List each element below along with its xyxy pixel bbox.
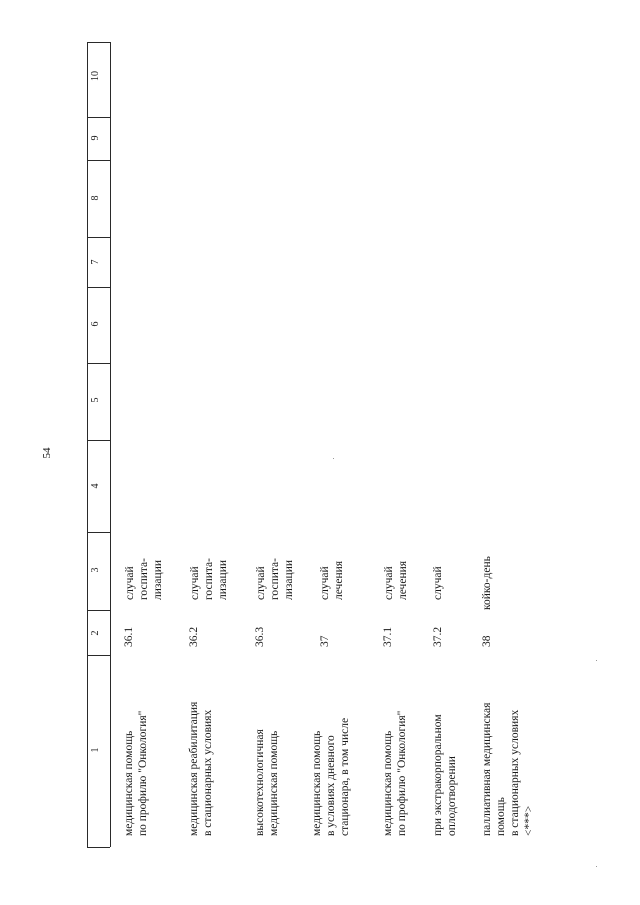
col-sep-1 (87, 42, 110, 43)
col-number-2: 2 (90, 630, 101, 636)
scan-speck (596, 660, 597, 661)
row-name: паллиативная медицинская помощь в стационарных условиях <***> (481, 702, 535, 836)
scan-speck (596, 866, 597, 867)
row-name: высокотехнологичная медицинская помощь (254, 729, 280, 836)
col-sep-3 (87, 160, 110, 161)
col-number-9: 9 (90, 135, 101, 141)
scan-speck (333, 458, 334, 459)
col-sep-7 (87, 440, 110, 441)
header-rule-right (110, 42, 111, 847)
col-sep-5 (87, 287, 110, 288)
col-sep-6 (87, 363, 110, 364)
col-sep-10 (87, 655, 110, 656)
col-number-8: 8 (90, 195, 101, 201)
row-name: при экстракорпоральном оплодотворении (432, 714, 458, 836)
unit: случай лечения (319, 560, 345, 600)
col-number-4: 4 (90, 483, 101, 489)
row-number: 36.3 (254, 626, 266, 647)
col-sep-4 (87, 237, 110, 238)
col-sep-11 (87, 847, 110, 848)
col-number-10: 10 (90, 71, 101, 81)
row-number: 36.1 (123, 626, 135, 647)
unit: койко-день (481, 556, 493, 610)
col-number-7: 7 (90, 259, 101, 265)
col-number-1: 1 (90, 747, 101, 753)
header-rule-left (87, 42, 88, 847)
unit: случай лечения (383, 560, 409, 600)
row-name: медицинская помощь в условиях дневного стационара, в том числе (311, 717, 351, 836)
row-name: медицинская помощь по профилю "Онкология" (123, 710, 149, 836)
page-number: 54 (41, 447, 53, 459)
col-sep-8 (87, 532, 110, 533)
col-sep-9 (87, 610, 110, 611)
col-number-5: 5 (90, 397, 101, 403)
row-number: 38 (481, 635, 493, 647)
row-number: 37 (319, 635, 331, 647)
unit: случай госпита- лизации (124, 558, 164, 600)
row-name: медицинская помощь по профилю "Онкология" (382, 710, 408, 836)
row-number: 37.1 (382, 626, 394, 647)
row-name: медицинская реабилитация в стационарных условиях (188, 701, 214, 836)
unit: случай (432, 566, 444, 600)
row-number: 37.2 (432, 626, 444, 647)
col-number-6: 6 (90, 321, 101, 327)
unit: случай госпита- лизации (255, 558, 295, 600)
row-number: 36.2 (188, 626, 200, 647)
col-number-3: 3 (90, 567, 101, 573)
unit: случай госпита- лизации (189, 558, 229, 600)
